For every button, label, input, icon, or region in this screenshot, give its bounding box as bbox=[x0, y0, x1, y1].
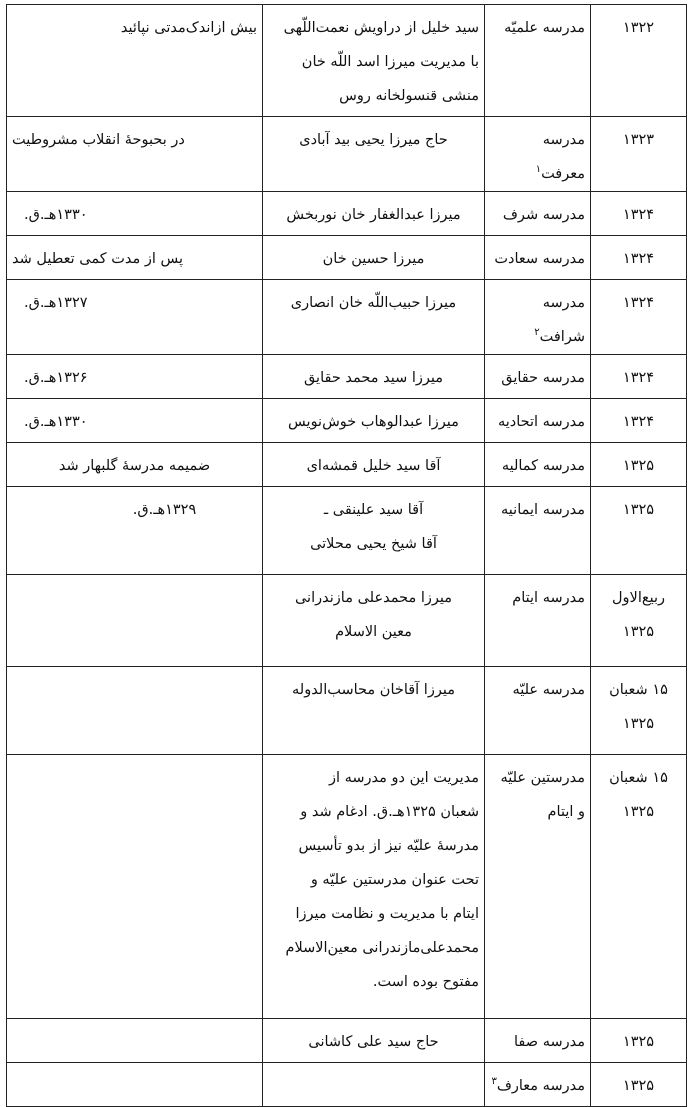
table-row bbox=[7, 575, 687, 667]
manager-text: میرزا حبیب‌اللّه خان انصاری bbox=[290, 295, 457, 311]
manager-text: معین الاسلام bbox=[335, 624, 412, 640]
school-name: مدرسه معرفت bbox=[541, 132, 585, 182]
manager-text: منشی قنسولخانه روس bbox=[339, 88, 479, 104]
table-row bbox=[7, 443, 687, 487]
manager-text: آقا سید علینقی ـ bbox=[323, 502, 424, 518]
manager-text: با مدیریت میرزا اسد اللّه خان bbox=[301, 54, 479, 70]
year-text: ۱۳۲۵ bbox=[622, 716, 655, 732]
year-cell bbox=[591, 192, 687, 236]
year-text: ۱۳۲۴ bbox=[622, 370, 655, 386]
table-row bbox=[7, 755, 687, 1019]
year-cell bbox=[591, 755, 687, 1019]
year-text: ۱۳۲۵ bbox=[622, 1078, 655, 1094]
school-cell bbox=[485, 5, 591, 117]
year-text: ۱۳۲۵ bbox=[622, 804, 655, 820]
year-text: ۱۳۲۳ bbox=[622, 132, 655, 148]
school-name: مدرسه صفا bbox=[514, 1034, 585, 1050]
year-cell bbox=[591, 280, 687, 355]
year-cell bbox=[591, 399, 687, 443]
manager-cell bbox=[263, 399, 485, 443]
manager-text: میرزا عبدالوهاب خوش‌نویس bbox=[288, 414, 459, 430]
footnote-marker: ۳ bbox=[491, 1076, 497, 1088]
school-name-line: و ایتام bbox=[547, 804, 585, 820]
year-text: ۱۵ شعبان bbox=[609, 770, 668, 786]
year-text: ۱۳۲۵ bbox=[622, 1034, 655, 1050]
year-cell bbox=[591, 1019, 687, 1063]
school-cell bbox=[485, 755, 591, 1019]
school-cell bbox=[485, 487, 591, 575]
schools-table bbox=[6, 4, 687, 1107]
manager-text: حاج سید علی کاشانی bbox=[308, 1034, 439, 1050]
manager-cell bbox=[263, 117, 485, 192]
school-cell bbox=[485, 117, 591, 192]
year-cell bbox=[591, 575, 687, 667]
school-cell bbox=[485, 1063, 591, 1107]
year-text: ۱۳۲۵ bbox=[622, 458, 655, 474]
note-text: بیش ازاندک‌مدتی نپائید bbox=[120, 20, 257, 36]
year-text: ۱۳۲۵ bbox=[622, 624, 655, 640]
year-cell bbox=[591, 443, 687, 487]
note-text: ضمیمه مدرسهٔ گلبهار شد bbox=[58, 458, 211, 474]
note-cell bbox=[7, 1063, 263, 1107]
school-name: مدرسه شرف bbox=[502, 207, 585, 223]
note-cell bbox=[7, 487, 263, 575]
note-text: در بحبوحهٔ انقلاب مشروطیت bbox=[12, 132, 185, 148]
year-text: ۱۳۲۴ bbox=[622, 414, 655, 430]
school-name: مدرسه حقایق bbox=[501, 370, 585, 386]
manager-cell bbox=[263, 1063, 485, 1107]
school-cell bbox=[485, 443, 591, 487]
school-name: مدرسه سعادت bbox=[494, 251, 585, 267]
school-cell bbox=[485, 280, 591, 355]
manager-text: آقا سید خلیل قمشه‌ای bbox=[306, 458, 441, 474]
manager-cell bbox=[263, 5, 485, 117]
manager-text: میرزا عبدالغفار خان نوربخش bbox=[286, 207, 461, 223]
manager-text: محمدعلی‌مازندرانی معین‌الاسلام bbox=[285, 940, 479, 956]
manager-cell bbox=[263, 755, 485, 1019]
manager-text: میرزا حسین خان bbox=[322, 251, 425, 267]
table-row bbox=[7, 355, 687, 399]
year-text: ربیع‌الاول bbox=[612, 590, 665, 606]
year-text: ۱۳۲۵ bbox=[622, 502, 655, 518]
table-row bbox=[7, 1063, 687, 1107]
footnote-marker: ۲ bbox=[534, 327, 540, 339]
note-text: ۱۳۲۶هـ.ق. bbox=[24, 370, 88, 386]
note-text: ۱۳۳۰هـ.ق. bbox=[24, 207, 88, 223]
table-row bbox=[7, 236, 687, 280]
year-cell bbox=[591, 117, 687, 192]
table-row bbox=[7, 5, 687, 117]
note-cell bbox=[7, 117, 263, 192]
note-cell bbox=[7, 575, 263, 667]
manager-cell bbox=[263, 236, 485, 280]
table-row bbox=[7, 280, 687, 355]
manager-text: میرزا محمدعلی مازندرانی bbox=[294, 590, 453, 606]
year-cell bbox=[591, 667, 687, 755]
manager-text: شعبان ۱۳۲۵هـ.ق. ادغام شد و bbox=[300, 804, 479, 820]
manager-text: مدرسهٔ علیّه نیز از بدو تأسیس bbox=[298, 838, 479, 854]
manager-text: میرزا آقاخان محاسب‌الدوله bbox=[292, 682, 455, 698]
school-name: مدرسه اتحادیه bbox=[497, 414, 585, 430]
manager-text: سید خلیل از دراویش نعمت‌اللّهی bbox=[283, 20, 479, 36]
school-name: مدرسه شرافت bbox=[539, 295, 585, 345]
manager-text: ایتام با مدیریت و نظامت میرزا bbox=[295, 906, 479, 922]
year-cell bbox=[591, 1063, 687, 1107]
year-cell bbox=[591, 236, 687, 280]
school-name: مدرسه ایتام bbox=[512, 590, 585, 606]
school-cell bbox=[485, 399, 591, 443]
school-cell bbox=[485, 192, 591, 236]
table-row bbox=[7, 667, 687, 755]
manager-text: حاج میرزا یحیی بید آبادی bbox=[299, 132, 448, 148]
manager-text: مدیریت این دو مدرسه از bbox=[328, 770, 479, 786]
manager-text: تحت عنوان مدرستین علیّه و bbox=[310, 872, 479, 888]
school-cell bbox=[485, 355, 591, 399]
year-text: ۱۳۲۴ bbox=[622, 295, 655, 311]
note-cell bbox=[7, 667, 263, 755]
note-cell bbox=[7, 280, 263, 355]
manager-cell bbox=[263, 575, 485, 667]
year-text: ۱۵ شعبان bbox=[609, 682, 668, 698]
manager-cell bbox=[263, 192, 485, 236]
manager-cell bbox=[263, 355, 485, 399]
table-row bbox=[7, 192, 687, 236]
year-cell bbox=[591, 487, 687, 575]
note-cell bbox=[7, 1019, 263, 1063]
school-name: مدرسه معارف bbox=[496, 1078, 585, 1094]
year-text: ۱۳۲۴ bbox=[622, 251, 655, 267]
table-row bbox=[7, 487, 687, 575]
year-cell bbox=[591, 5, 687, 117]
school-name: مدرسه کمالیه bbox=[501, 458, 585, 474]
school-name: مدرسه ایمانیه bbox=[501, 502, 585, 518]
note-cell bbox=[7, 355, 263, 399]
note-text: ۱۳۲۹هـ.ق. bbox=[132, 502, 197, 518]
note-cell bbox=[7, 192, 263, 236]
note-cell bbox=[7, 755, 263, 1019]
school-name: مدرسه علمیّه bbox=[504, 20, 585, 36]
school-cell bbox=[485, 575, 591, 667]
manager-text: مفتوح بوده است. bbox=[372, 974, 479, 990]
manager-text: میرزا سید محمد حقایق bbox=[303, 370, 444, 386]
school-cell bbox=[485, 667, 591, 755]
manager-cell bbox=[263, 1019, 485, 1063]
note-text: پس از مدت کمی تعطیل شد bbox=[12, 251, 184, 267]
manager-cell bbox=[263, 443, 485, 487]
note-cell bbox=[7, 443, 263, 487]
year-text: ۱۳۲۴ bbox=[622, 207, 655, 223]
manager-cell bbox=[263, 487, 485, 575]
school-name: مدرسه علیّه bbox=[512, 682, 585, 698]
table-row bbox=[7, 117, 687, 192]
table-row bbox=[7, 1019, 687, 1063]
note-text: ۱۳۳۰هـ.ق. bbox=[24, 414, 88, 430]
manager-cell bbox=[263, 280, 485, 355]
note-cell bbox=[7, 399, 263, 443]
footnote-marker: ۱ bbox=[535, 164, 542, 176]
note-text: ۱۳۲۷هـ.ق. bbox=[24, 295, 88, 311]
school-cell bbox=[485, 1019, 591, 1063]
year-cell bbox=[591, 355, 687, 399]
manager-text: آقا شیخ یحیی محلاتی bbox=[310, 536, 437, 552]
note-cell bbox=[7, 5, 263, 117]
school-name-line: مدرستین علیّه bbox=[500, 770, 585, 786]
manager-cell bbox=[263, 667, 485, 755]
schools-table-body bbox=[7, 5, 687, 1107]
table-row bbox=[7, 399, 687, 443]
note-cell bbox=[7, 236, 263, 280]
school-cell bbox=[485, 236, 591, 280]
year-text: ۱۳۲۲ bbox=[622, 20, 655, 36]
